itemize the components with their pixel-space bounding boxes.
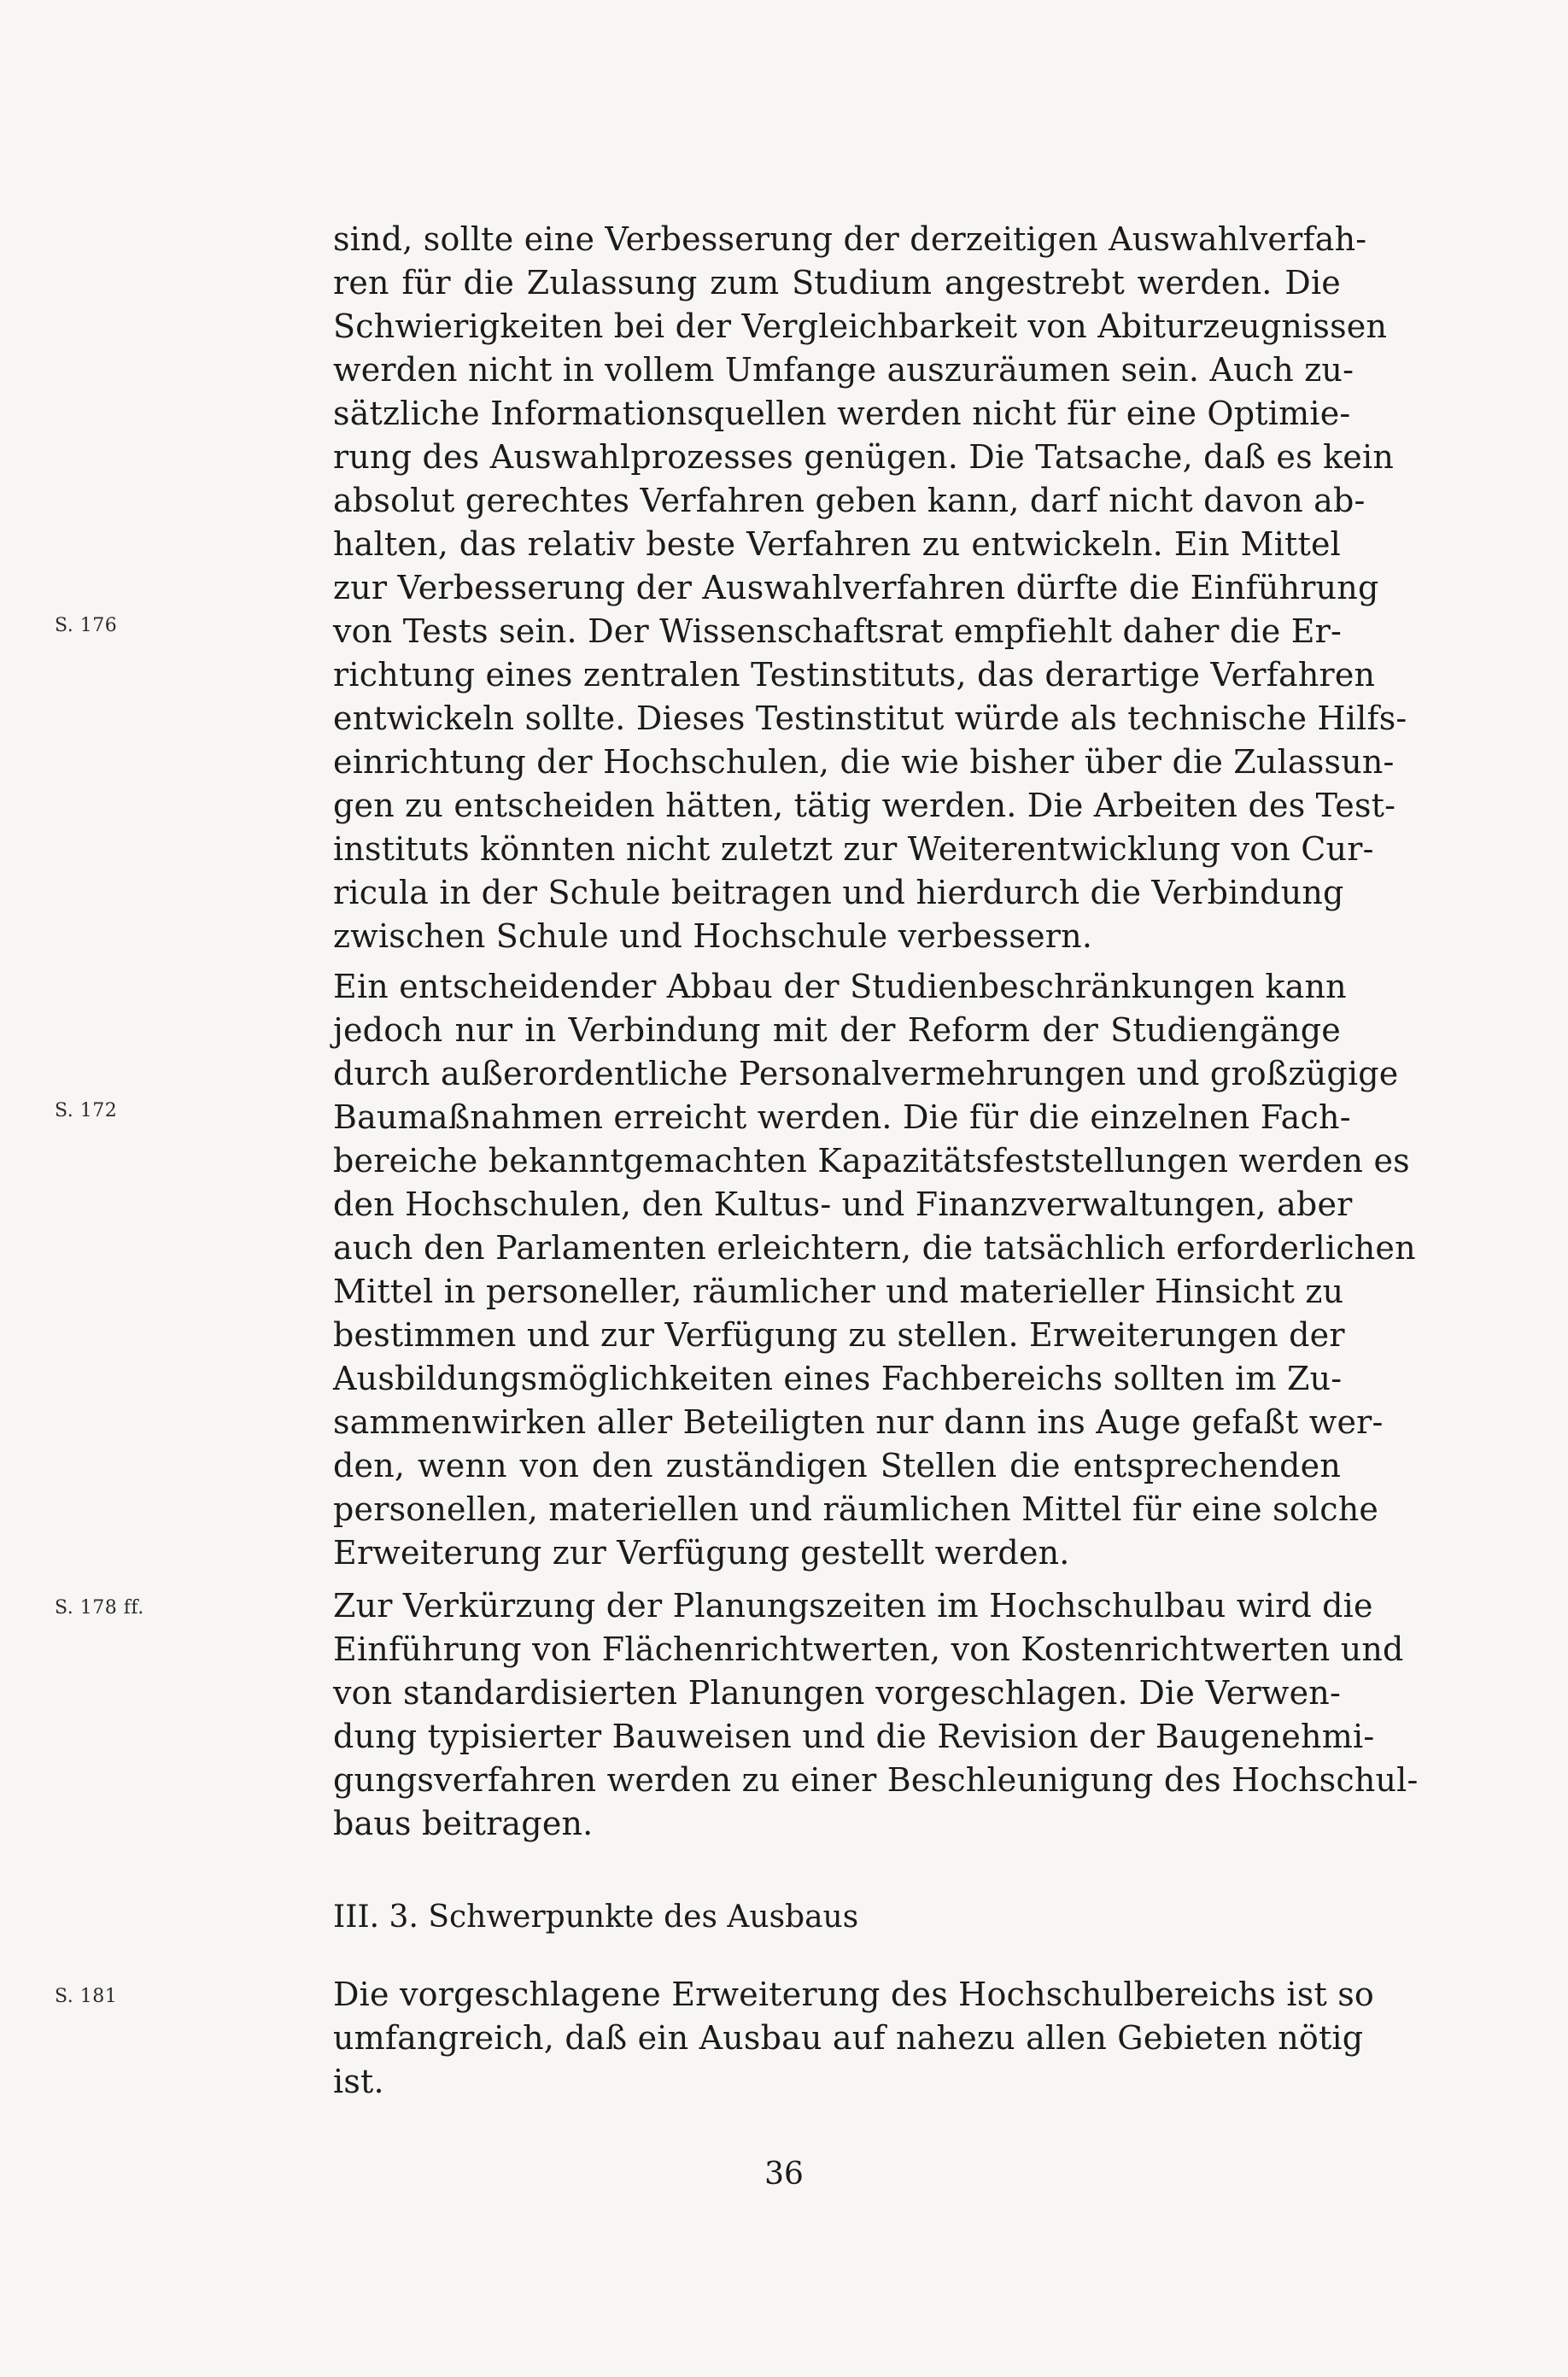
text-line: Zur Verkürzung der Planungszeiten im Hochschulbau wird die <box>333 1587 1373 1625</box>
text-line: zur Verbesserung der Auswahlverfahren dürfte die Einführung <box>333 569 1379 606</box>
text-line: Baumaßnahmen erreicht werden. Die für die einzelnen Fach- <box>333 1098 1351 1136</box>
text-line: Einführung von Flächenrichtwerten, von Kostenrichtwerten und <box>333 1631 1404 1668</box>
paragraph-4 <box>333 1973 1374 2104</box>
text-line: Die vorgeschlagene Erweiterung des Hochschulbereichs ist so <box>333 1976 1374 2013</box>
text-line: gen zu entscheiden hätten, tätig werden. Die Arbeiten des Test- <box>333 787 1396 824</box>
text-line: Ein entscheidender Abbau der Studienbeschränkungen kann <box>333 968 1347 1005</box>
text-line: durch außerordentliche Personalvermehrungen und großzügige <box>333 1055 1399 1092</box>
margin-note-s181: S. 181 <box>55 1986 118 2007</box>
text-line: entwickeln sollte. Dieses Testinstitut würde als technische Hilfs- <box>333 700 1407 737</box>
text-line: bestimmen und zur Verfügung zu stellen. Erweiterungen der <box>333 1316 1345 1354</box>
text-line: Schwierigkeiten bei der Vergleichbarkeit von Abiturzeugnissen <box>333 307 1388 345</box>
text-line: sätzliche Informationsquellen werden nicht für eine Optimie- <box>333 395 1351 432</box>
margin-note-s178ff: S. 178 ff. <box>55 1597 144 1619</box>
text-line: Mittel in personeller, räumlicher und materieller Hinsicht zu <box>333 1273 1344 1310</box>
text-line: baus beitragen. <box>333 1805 594 1842</box>
page-number: 36 <box>764 2157 804 2192</box>
text-line: ricula in der Schule beitragen und hierdurch die Verbindung <box>333 874 1344 911</box>
text-line: personellen, materiellen und räumlichen Mittel für eine solche <box>333 1490 1379 1528</box>
text-line: halten, das relativ beste Verfahren zu entwickeln. Ein Mittel <box>333 525 1341 563</box>
text-line: auch den Parlamenten erleichtern, die tatsächlich erforderlichen <box>333 1229 1416 1267</box>
text-line: absolut gerechtes Verfahren geben kann, darf nicht davon ab- <box>333 482 1366 519</box>
paragraph-1 <box>333 218 1407 958</box>
text-line: umfangreich, daß ein Ausbau auf nahezu allen Gebieten nötig <box>333 2019 1364 2057</box>
text-line: rung des Auswahlprozesses genügen. Die Tatsache, daß es kein <box>333 438 1395 476</box>
margin-note-s176: S. 176 <box>55 615 118 636</box>
text-line: zwischen Schule und Hochschule verbessern. <box>333 917 1093 955</box>
text-line: von standardisierten Planungen vorgeschlagen. Die Verwen- <box>333 1674 1341 1712</box>
text-line: den Hochschulen, den Kultus- und Finanzverwaltungen, aber <box>333 1186 1353 1223</box>
text-line: Ausbildungsmöglichkeiten eines Fachbereichs sollten im Zu- <box>333 1360 1343 1397</box>
text-line: von Tests sein. Der Wissenschaftsrat empfiehlt daher die Er- <box>333 612 1343 650</box>
margin-note-s172: S. 172 <box>55 1100 118 1121</box>
text-line: richtung eines zentralen Testinstituts, das derartige Verfahren <box>333 656 1376 694</box>
text-line: instituts könnten nicht zuletzt zur Weiterentwicklung von Cur- <box>333 830 1374 868</box>
text-line: ist. <box>333 2063 384 2100</box>
text-line: bereiche bekanntgemachten Kapazitätsfeststellungen werden es <box>333 1142 1410 1180</box>
paragraph-3 <box>333 1584 1419 1846</box>
text-line: den, wenn von den zuständigen Stellen die entsprechenden <box>333 1447 1341 1484</box>
text-line: ren für die Zulassung zum Studium angestrebt werden. Die <box>333 264 1341 302</box>
text-line: sind, sollte eine Verbesserung der derzeitigen Auswahlverfah- <box>333 220 1367 258</box>
text-line: Erweiterung zur Verfügung gestellt werden. <box>333 1534 1070 1572</box>
text-line: einrichtung der Hochschulen, die wie bisher über die Zulassun- <box>333 743 1395 781</box>
paragraph-2 <box>333 965 1416 1575</box>
section-heading: III. 3. Schwerpunkte des Ausbaus <box>333 1900 859 1935</box>
text-line: werden nicht in vollem Umfange auszuräumen sein. Auch zu- <box>333 351 1354 389</box>
text-line: sammenwirken aller Beteiligten nur dann ins Auge gefaßt wer- <box>333 1403 1384 1441</box>
text-line: dung typisierter Bauweisen und die Revision der Baugenehmi- <box>333 1718 1375 1755</box>
text-line: gungsverfahren werden zu einer Beschleunigung des Hochschul- <box>333 1761 1419 1799</box>
text-line: jedoch nur in Verbindung mit der Reform der Studiengänge <box>333 1011 1341 1049</box>
